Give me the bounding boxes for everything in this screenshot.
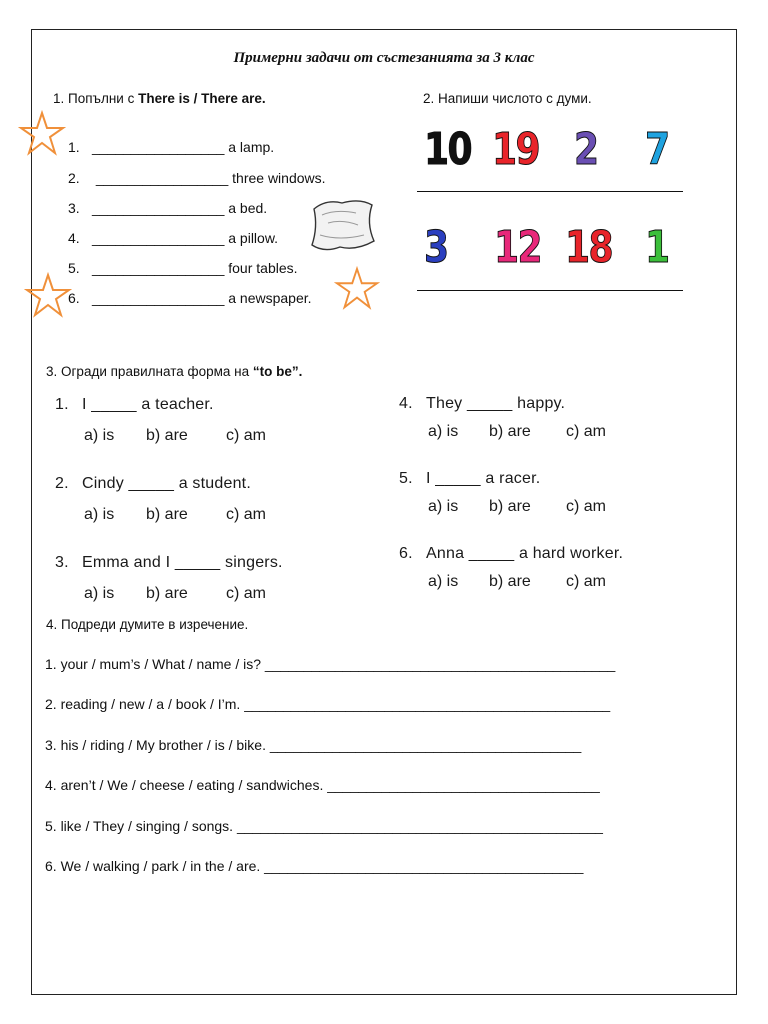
number-3: 3 — [424, 222, 448, 273]
fill-item-2: 2. _________________ three windows. — [68, 170, 326, 186]
exercise-2: 2. Cindy _____ a student. — [55, 475, 251, 492]
number-7: 7 — [645, 124, 669, 175]
number-12: 12 — [494, 222, 541, 273]
exercise-5: 5. I _____ a racer. — [399, 470, 541, 487]
exercise-2-options: a) is b) are c) am — [84, 506, 266, 523]
exercise-4: 4. They _____ happy. — [399, 395, 566, 412]
worksheet-title: Примерни задачи от състезанията за 3 клас — [233, 50, 535, 66]
exercise-3: 3. Emma and I _____ singers. — [55, 554, 283, 571]
sentence-item-4: 4. aren’t / We / cheese / eating / sandwiches. ___________________________________ — [45, 777, 600, 793]
section4-heading: 4. Подреди думите в изречение. — [46, 617, 249, 632]
star-icon — [18, 110, 66, 158]
section3-heading: 3. Огради правилната форма на “to be”. — [46, 364, 303, 379]
fill-item-4: 4. _________________ a pillow. — [68, 230, 279, 246]
star-icon — [334, 266, 380, 312]
fill-item-5: 5. _________________ four tables. — [68, 260, 298, 276]
number-2: 2 — [574, 124, 598, 175]
fill-item-1: 1. _________________ a lamp. — [68, 139, 275, 155]
exercise-6: 6. Anna _____ a hard worker. — [399, 545, 624, 562]
sentence-item-5: 5. like / They / singing / songs. _______________________________________________ — [45, 818, 603, 834]
exercise-5-options: a) is b) are c) am — [428, 498, 606, 515]
exercise-1-options: a) is b) are c) am — [84, 427, 266, 444]
answer-line — [417, 191, 683, 192]
section2-heading: 2. Напиши числото с думи. — [423, 91, 592, 106]
sentence-item-1: 1. your / mum’s / What / name / is? _____________________________________________ — [45, 656, 616, 672]
exercise-4-options: a) is b) are c) am — [428, 423, 606, 440]
number-19: 19 — [492, 124, 539, 175]
fill-item-6: 6. _________________ a newspaper. — [68, 290, 312, 306]
sentence-item-2: 2. reading / new / a / book / I’m. _______________________________________________ — [45, 696, 611, 712]
section1-heading: 1. Попълни с There is / There are. — [53, 91, 266, 106]
number-18: 18 — [565, 222, 612, 273]
exercise-6-options: a) is b) are c) am — [428, 573, 606, 590]
sentence-item-6: 6. We / walking / park / in the / are. _________________________________________ — [45, 858, 584, 874]
sentence-item-3: 3. his / riding / My brother / is / bike. ________________________________________ — [45, 737, 582, 753]
number-1: 1 — [645, 222, 669, 273]
exercise-3-options: a) is b) are c) am — [84, 585, 266, 602]
answer-line — [417, 290, 683, 291]
exercise-1: 1. I _____ a teacher. — [55, 396, 214, 413]
pillow-icon — [306, 195, 378, 257]
star-icon — [24, 272, 72, 320]
fill-item-3: 3. _________________ a bed. — [68, 200, 268, 216]
number-10: 10 — [424, 124, 471, 175]
